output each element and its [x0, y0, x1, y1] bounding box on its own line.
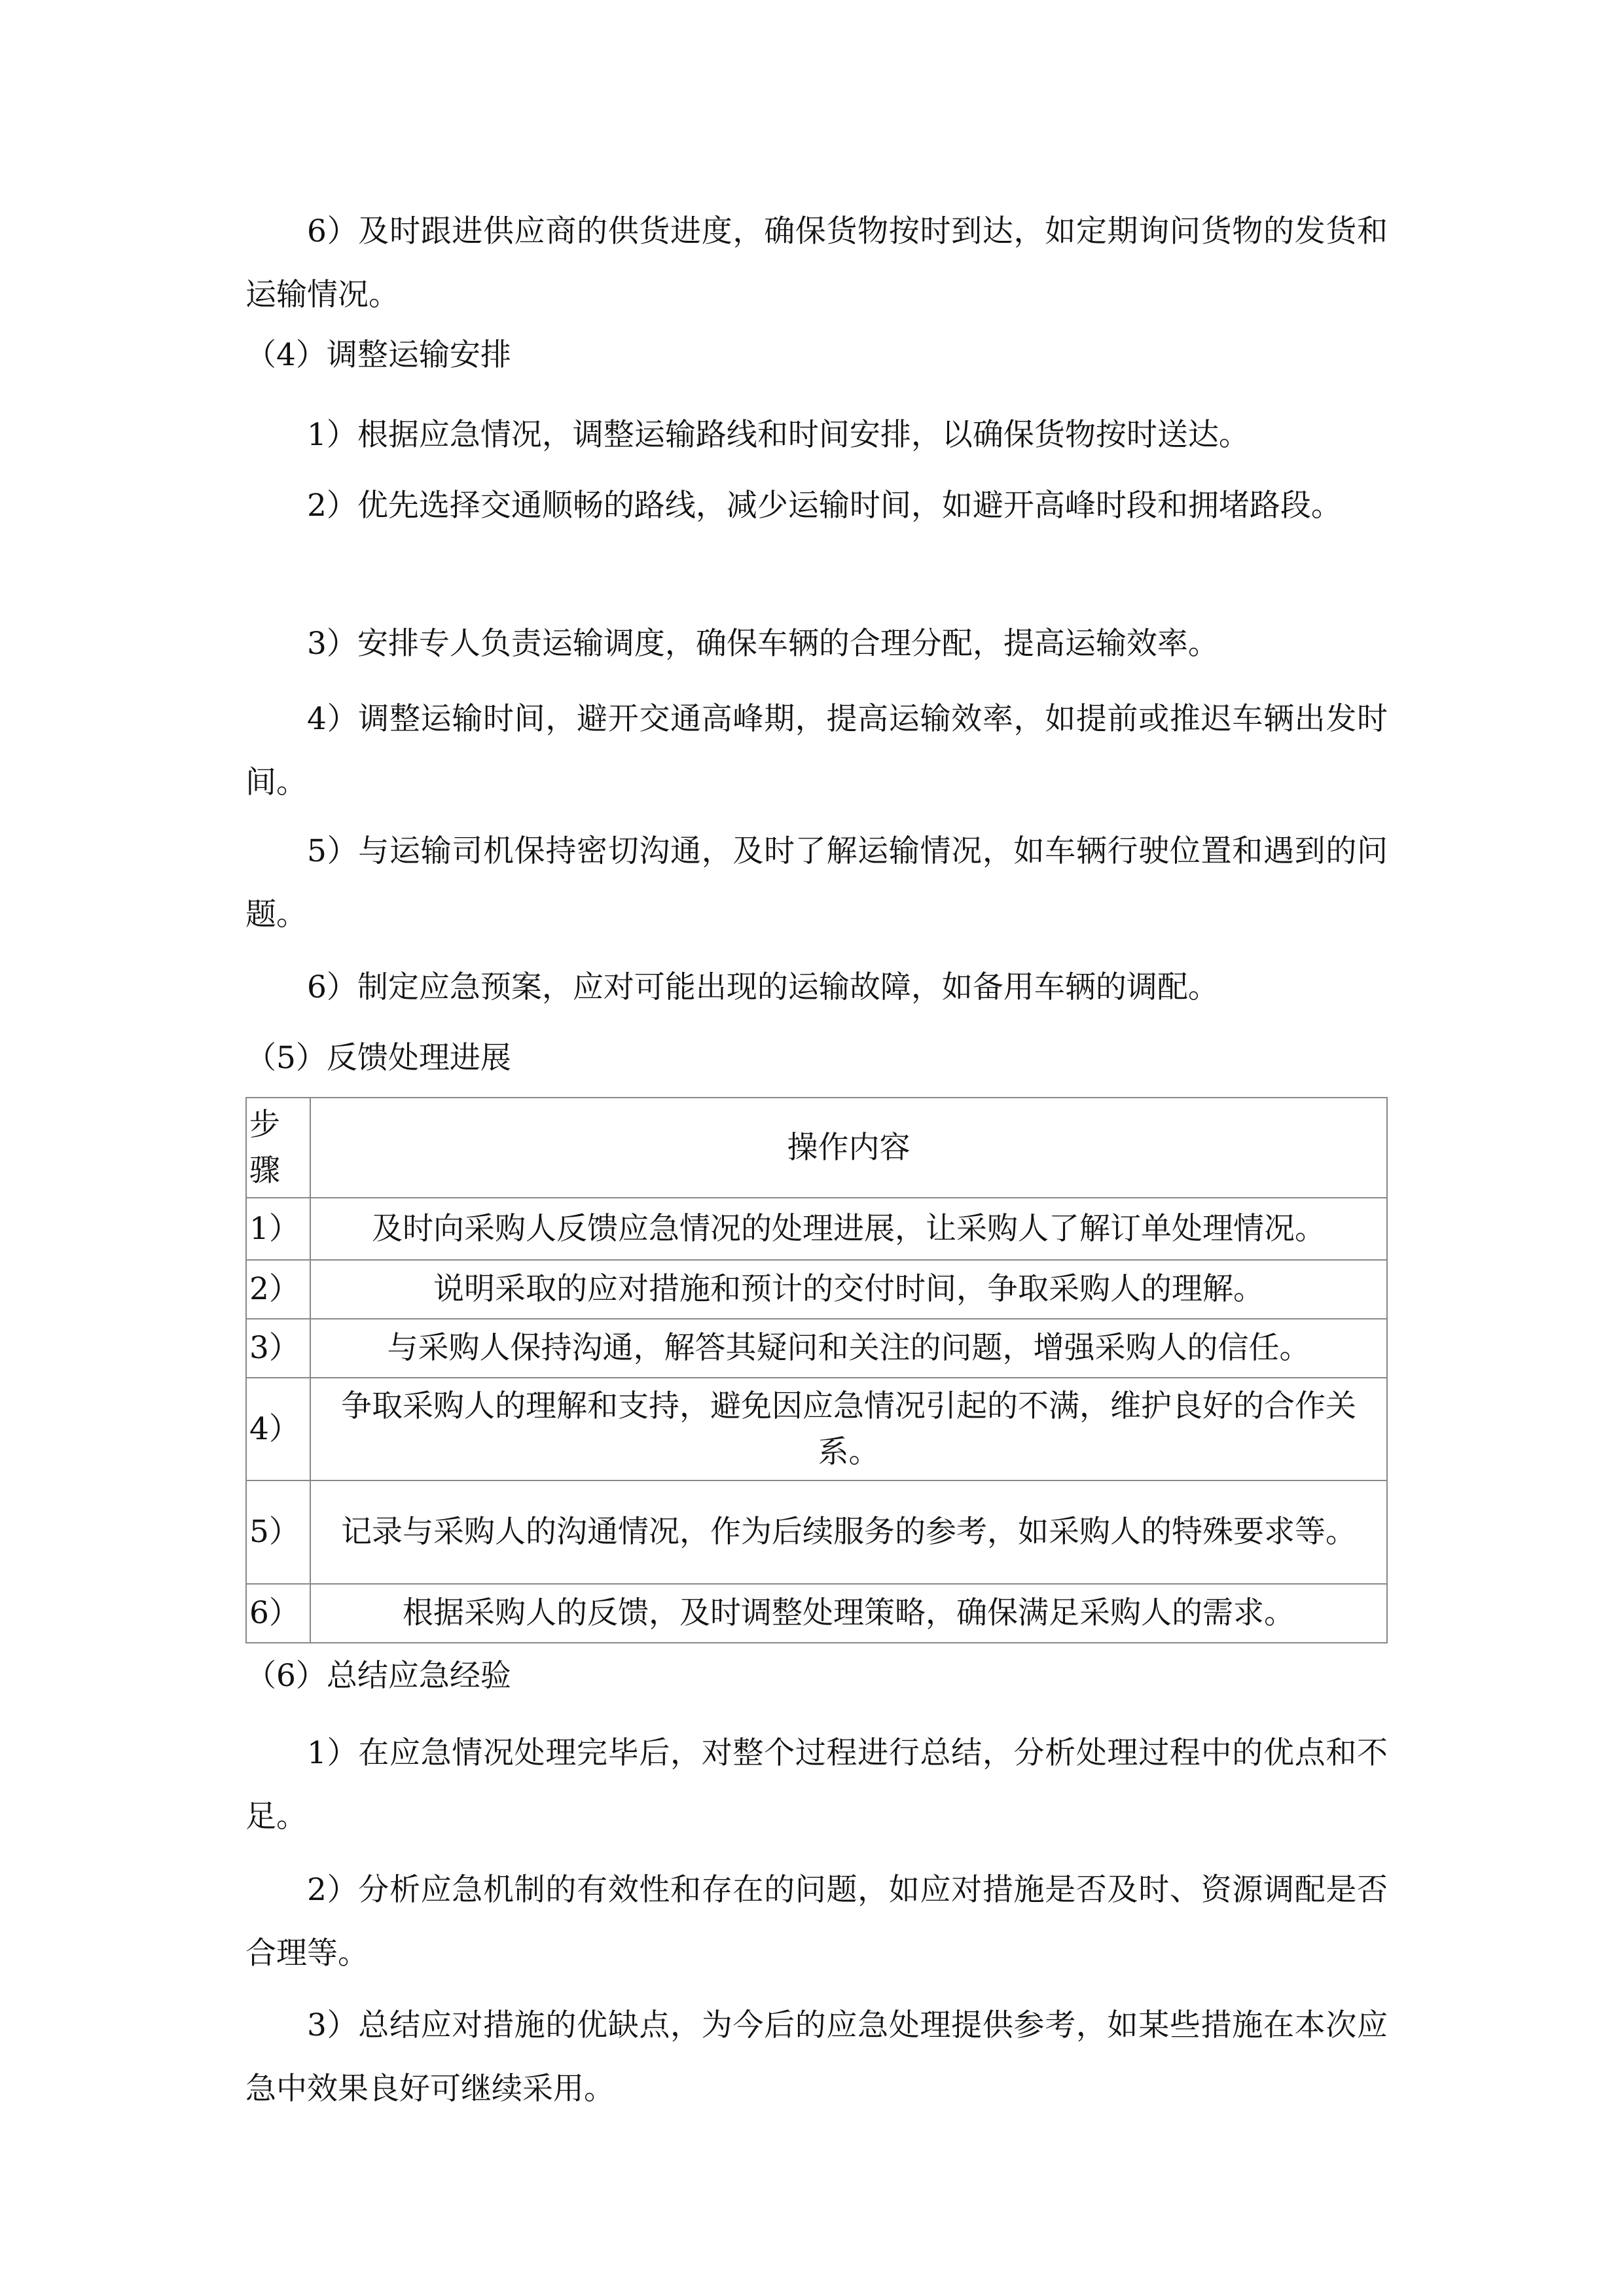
content-cell: 根据采购人的反馈，及时调整处理策略，确保满足采购人的需求。: [310, 1584, 1387, 1643]
content-cell: 记录与采购人的沟通情况，作为后续服务的参考，如采购人的特殊要求等。: [310, 1480, 1387, 1584]
step-cell: 3）: [246, 1319, 310, 1378]
header-content: 操作内容: [310, 1098, 1387, 1198]
table-row: [246, 1584, 1387, 1643]
section-heading: （6）总结应急经验: [245, 1658, 511, 1694]
table-row: [246, 1378, 1387, 1480]
paragraph: 6）及时跟进供应商的供货进度，确保货物按时到达，如定期询问货物的发货和运输情况。: [245, 213, 1388, 313]
content-cell: 说明采取的应对措施和预计的交付时间，争取采购人的理解。: [310, 1260, 1387, 1319]
section-heading: （4）调整运输安排: [245, 337, 511, 373]
list-item: 1）根据应急情况，调整运输路线和时间安排，以确保货物按时送达。: [307, 417, 1250, 453]
content-cell: 与采购人保持沟通，解答其疑问和关注的问题，增强采购人的信任。: [310, 1319, 1387, 1378]
step-cell: 5）: [246, 1480, 310, 1584]
table-row: [246, 1198, 1387, 1260]
header-step: 步骤: [246, 1098, 310, 1198]
list-item: 2）分析应急机制的有效性和存在的问题，如应对措施是否及时、资源调配是否合理等。: [245, 1872, 1388, 1971]
list-item: 2）优先选择交通顺畅的路线，减少运输时间，如避开高峰时段和拥堵路段。: [307, 488, 1342, 524]
table-row: [246, 1260, 1387, 1319]
list-item: 3）总结应对措施的优缺点，为今后的应急处理提供参考，如某些措施在本次应急中效果良好可继续采用。: [245, 2007, 1388, 2107]
content-cell: 争取采购人的理解和支持，避免因应急情况引起的不满，维护良好的合作关系。: [310, 1378, 1387, 1480]
list-item: 6）制定应急预案，应对可能出现的运输故障，如备用车辆的调配。: [307, 969, 1219, 1005]
table-row: [246, 1480, 1387, 1584]
table-header-row: [246, 1098, 1387, 1198]
step-cell: 6）: [246, 1584, 310, 1643]
list-item: 5）与运输司机保持密切沟通，及时了解运输情况，如车辆行驶位置和遇到的问题。: [245, 833, 1388, 933]
table-row: [246, 1319, 1387, 1378]
feedback-table: [245, 1097, 1388, 1643]
step-cell: 4）: [246, 1378, 310, 1480]
list-item: 3）安排专人负责运输调度，确保车辆的合理分配，提高运输效率。: [307, 626, 1219, 662]
section-heading: （5）反馈处理进展: [245, 1040, 511, 1076]
content-cell: 及时向采购人反馈应急情况的处理进展，让采购人了解订单处理情况。: [310, 1198, 1387, 1260]
list-item: 1）在应急情况处理完毕后，对整个过程进行总结，分析处理过程中的优点和不足。: [245, 1735, 1388, 1835]
list-item: 4）调整运输时间，避开交通高峰期，提高运输效率，如提前或推迟车辆出发时间。: [245, 701, 1388, 800]
step-cell: 2）: [246, 1260, 310, 1319]
step-cell: 1）: [246, 1198, 310, 1260]
